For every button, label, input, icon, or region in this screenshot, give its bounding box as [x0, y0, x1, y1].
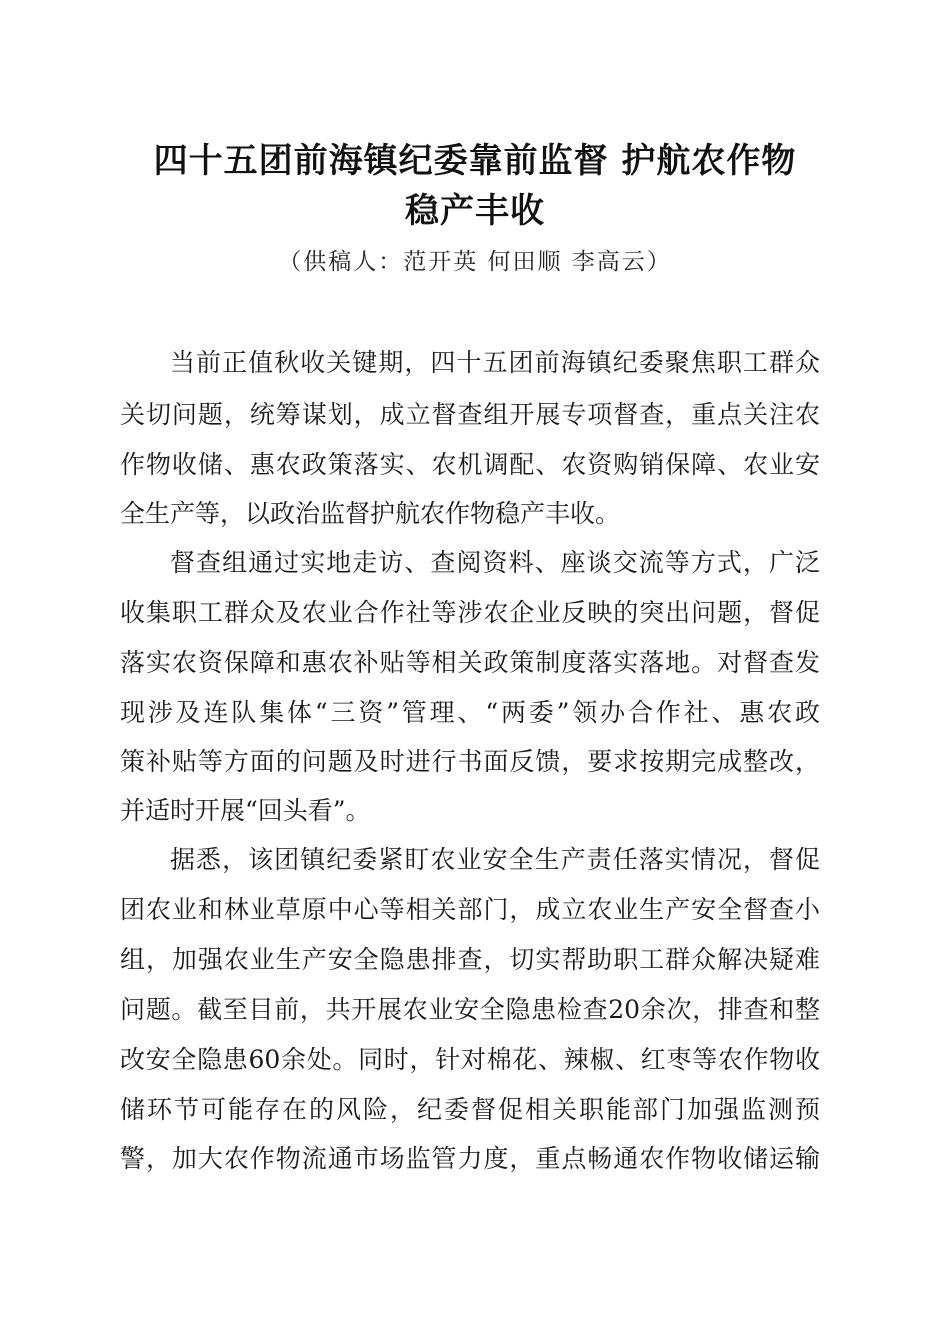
- title-line-1: 四十五团前海镇纪委靠前监督 护航农作物: [153, 141, 797, 181]
- text-line: 组，加强农业生产安全隐患排查，切实帮助职工群众解决疑难: [120, 945, 820, 974]
- text-line: 作物收储、惠农政策落实、农机调配、农资购销保障、农业安: [120, 450, 820, 479]
- text-line: 全生产等，以政治监督护航农作物稳产丰收。: [120, 499, 621, 528]
- text-line: 警，加大农作物流通市场监管力度，重点畅通农作物收储运输: [120, 1144, 820, 1173]
- text-line: 改安全隐患60余处。同时，针对棉花、辣椒、红枣等农作物收: [120, 1045, 820, 1074]
- text-line: 收集职工群众及农业合作社等涉农企业反映的突出问题，督促: [120, 598, 820, 627]
- text-line: 当前正值秋收关键期，四十五团前海镇纪委聚焦职工群众: [170, 348, 820, 377]
- text-line: 落实农资保障和惠农补贴等相关政策制度落实落地。对督查发: [120, 648, 820, 677]
- text-line: 团农业和林业草原中心等相关部门，成立农业生产安全督查小: [120, 895, 820, 924]
- text-line: 关切问题，统筹谋划，成立督查组开展专项督查，重点关注农: [120, 400, 820, 429]
- text-line: 策补贴等方面的问题及时进行书面反馈，要求按期完成整改，: [120, 747, 820, 776]
- text-line: 并适时开展“回头看”。: [120, 796, 371, 825]
- byline: （供稿人：范开英 何田顺 李高云）: [278, 249, 672, 275]
- text-line: 据悉，该团镇纪委紧盯农业安全生产责任落实情况，督促: [170, 845, 820, 874]
- text-line: 储环节可能存在的风险，纪委督促相关职能部门加强监测预: [120, 1095, 820, 1124]
- title-line-2: 稳产丰收: [405, 191, 545, 231]
- text-line: 现涉及连队集体“三资”管理、“两委”领办合作社、惠农政: [120, 698, 820, 727]
- text-line: 问题。截至目前，共开展农业安全隐患检查20余次，排查和整: [120, 995, 820, 1024]
- text-line: 督查组通过实地走访、查阅资料、座谈交流等方式，广泛: [170, 548, 820, 577]
